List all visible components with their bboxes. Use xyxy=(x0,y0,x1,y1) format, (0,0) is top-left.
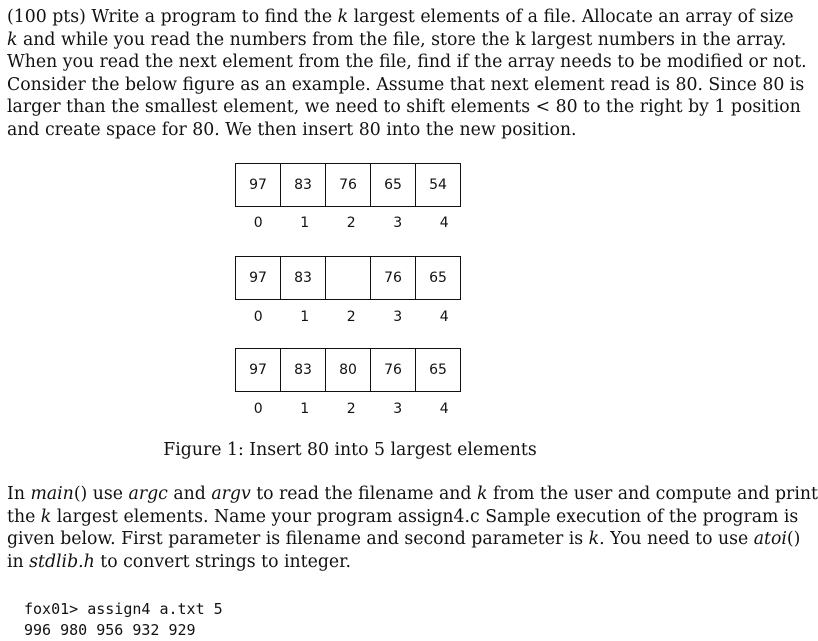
array-cell: 80 xyxy=(325,348,371,392)
sample-output: 996 980 956 932 929 xyxy=(24,621,196,639)
instructions-line: in stdlib.h to convert strings to integer. xyxy=(7,551,351,572)
array-index: 2 xyxy=(346,215,356,231)
array-cell: 65 xyxy=(415,348,461,392)
array-index: 0 xyxy=(253,309,263,325)
array-cell: 65 xyxy=(370,163,416,207)
array-cell: 83 xyxy=(280,256,326,300)
array-cell: 76 xyxy=(325,163,371,207)
intro-line: Consider the below figure as an example. Assume that next element read is 80. Since 80 is xyxy=(7,74,805,95)
intro-line: k and while you read the numbers from the file, store the k largest numbers in the array. xyxy=(7,29,787,50)
index-row-3 xyxy=(235,401,468,417)
array-1 xyxy=(235,163,461,207)
instructions-paragraph xyxy=(7,483,818,573)
instructions-line: given below. First parameter is filename and second parameter is k. You need to use atoi() xyxy=(7,529,801,549)
array-cell: 65 xyxy=(415,256,461,300)
array-2 xyxy=(235,256,461,300)
sample-execution xyxy=(24,599,223,641)
array-index: 1 xyxy=(300,401,310,417)
array-index: 4 xyxy=(439,309,449,325)
figure-caption: Figure 1: Insert 80 into 5 largest elements xyxy=(163,440,537,460)
sample-command: fox01> assign4 a.txt 5 xyxy=(24,600,223,618)
array-cell: 97 xyxy=(235,348,281,392)
array-cell: 54 xyxy=(415,163,461,207)
intro-line: When you read the next element from the file, find if the array needs to be modified or not. xyxy=(7,52,807,72)
array-index: 3 xyxy=(393,215,403,231)
index-row-1 xyxy=(235,215,468,231)
array-index: 3 xyxy=(393,309,403,325)
intro-line: (100 pts) Write a program to find the k largest elements of a file. Allocate an array of size xyxy=(7,7,794,27)
array-index: 4 xyxy=(439,401,449,417)
array-cell: 97 xyxy=(235,256,281,300)
index-row-2 xyxy=(235,309,468,325)
array-index: 2 xyxy=(346,401,356,417)
array-index: 2 xyxy=(346,309,356,325)
array-cell: 76 xyxy=(370,256,416,300)
array-index: 0 xyxy=(253,215,263,231)
array-index: 4 xyxy=(439,215,449,231)
intro-line: and create space for 80. We then insert 80 into the new position. xyxy=(7,119,577,140)
array-index: 0 xyxy=(253,401,263,417)
array-index: 3 xyxy=(393,401,403,417)
intro-paragraph xyxy=(7,6,807,141)
array-index: 1 xyxy=(300,215,310,231)
array-cell xyxy=(325,256,371,300)
instructions-line: the k largest elements. Name your program assign4.c Sample execution of the program is xyxy=(7,506,799,527)
array-cell: 83 xyxy=(280,163,326,207)
array-3 xyxy=(235,348,461,392)
array-cell: 83 xyxy=(280,348,326,392)
array-cell: 76 xyxy=(370,348,416,392)
array-index: 1 xyxy=(300,309,310,325)
array-cell: 97 xyxy=(235,163,281,207)
intro-line: larger than the smallest element, we need to shift elements < 80 to the right by 1 position xyxy=(7,97,801,117)
instructions-line: In main() use argc and argv to read the filename and k from the user and compute and print xyxy=(7,484,818,504)
